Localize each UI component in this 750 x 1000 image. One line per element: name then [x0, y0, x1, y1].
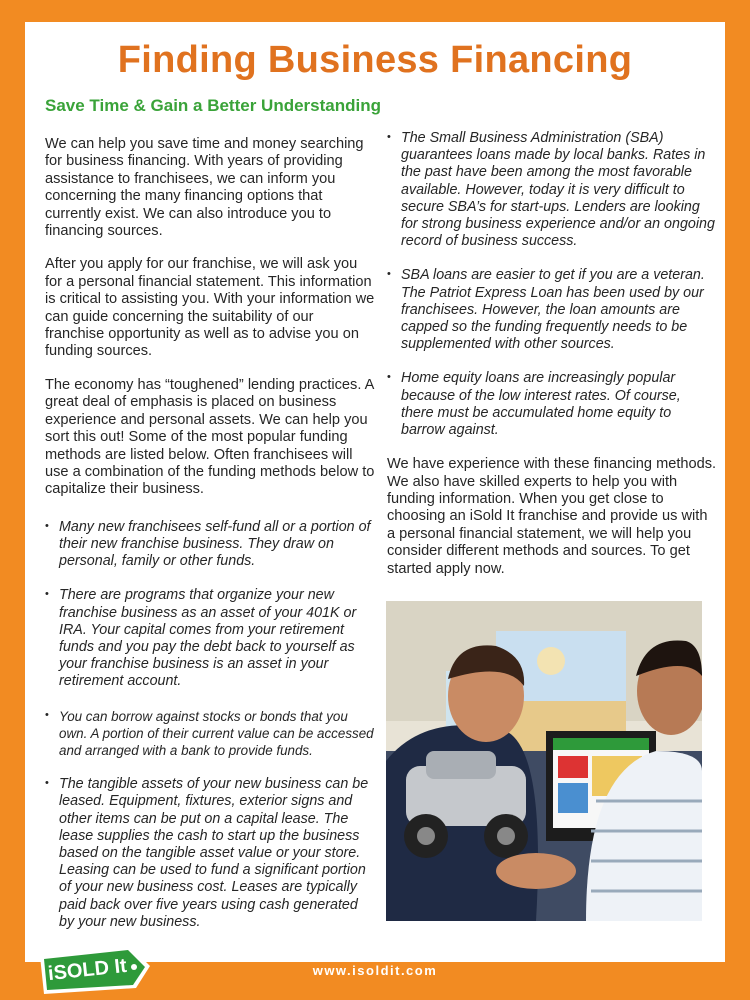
- right-column: [387, 130, 717, 594]
- intro-paragraph: We can help you save time and money searching for business financing. With years of providing assistance to franchisees, we can inform you concerning the many financing options that currently exist. We can also introduce you to financing sources.: [45, 136, 364, 240]
- list-item: • You can borrow against stocks or bonds that you own. A portion of their current value can be accessed and arranged with a bank to provide funds.: [45, 708, 374, 758]
- document-page: [25, 22, 725, 962]
- closing-paragraph: We have experience with these financing methods. We also have skilled experts to help you with funding information. When you get close to choosing an iSold It franchise and provide us with a personal financial statement, we will help you consider different methods and sources. To get started apply now.: [387, 456, 717, 577]
- list-item: • Home equity loans are increasingly popular because of the low interest rates. Of course, there must be accumulated home equity to barrow against.: [387, 370, 681, 439]
- list-item: • The Small Business Administration (SBA) guarantees loans made by local banks. Rates in the past have been among the most favorable available. However, today it is very difficult to secure SBA’s for start-ups. Lenders are looking for strong business experience and/or an ongoing record of business success.: [387, 130, 715, 250]
- list-item: • There are programs that organize your new franchise business as an asset of your 401K or IRA. Your capital comes from your retirement funds and you pay the debt back to yourself as your franchise business is an asset in your retirement account.: [45, 587, 357, 690]
- economy-paragraph: The economy has “toughened” lending practices. A great deal of emphasis is placed on business experience and personal assets. We can help you sort this out! Some of the most popular funding methods are listed below. Often franchisees will use a combination of the funding methods below to capitalize their business.: [45, 376, 375, 498]
- left-column: [45, 136, 375, 948]
- financial-statement-paragraph: After you apply for our franchise, we will ask you for a personal financial statement. This information is critical to assisting you. With your information we can guide concerning the suitability of our franchise opportunity as well as to advise you on funding sources.: [45, 256, 375, 360]
- list-item: • The tangible assets of your new business can be leased. Equipment, fixtures, exterior signs and other items can be put on a capital lease. The lease supplies the cash to start up the business based on the tangible asset value or your store. Leasing can be used to fund a significant portion of your new business cost. Leases are typically paid back over five years using cash generated by your new business.: [45, 776, 369, 930]
- bullet-icon: •: [45, 708, 49, 721]
- bullet-icon: •: [45, 588, 49, 601]
- page-title: Finding Business Financing: [117, 39, 633, 81]
- list-item: • SBA loans are easier to get if you are a veteran. The Patriot Express Loan has been used by our franchisees. However, the loan amounts are capped so the funding frequently needs to be supplemented with other sources.: [387, 267, 705, 353]
- bullet-icon: •: [387, 131, 391, 143]
- list-item: • Many new franchisees self-fund all or a portion of their new franchise business. They draw on personal, family or other funds.: [45, 518, 371, 570]
- photo-illustration: [386, 601, 702, 921]
- logo-text: iSOLD It: [47, 954, 128, 986]
- bullet-icon: •: [387, 371, 391, 384]
- bullet-icon: •: [45, 519, 49, 532]
- isoldit-logo: [34, 942, 154, 998]
- bullet-icon: •: [387, 268, 391, 281]
- footer-url[interactable]: www.isoldit.com: [312, 963, 438, 978]
- page-subtitle: Save Time & Gain a Better Understanding: [45, 96, 381, 115]
- right-bullet-list: [387, 130, 717, 439]
- franchise-photo: [386, 601, 702, 921]
- left-bullet-list: [45, 519, 375, 931]
- bullet-icon: •: [45, 777, 49, 790]
